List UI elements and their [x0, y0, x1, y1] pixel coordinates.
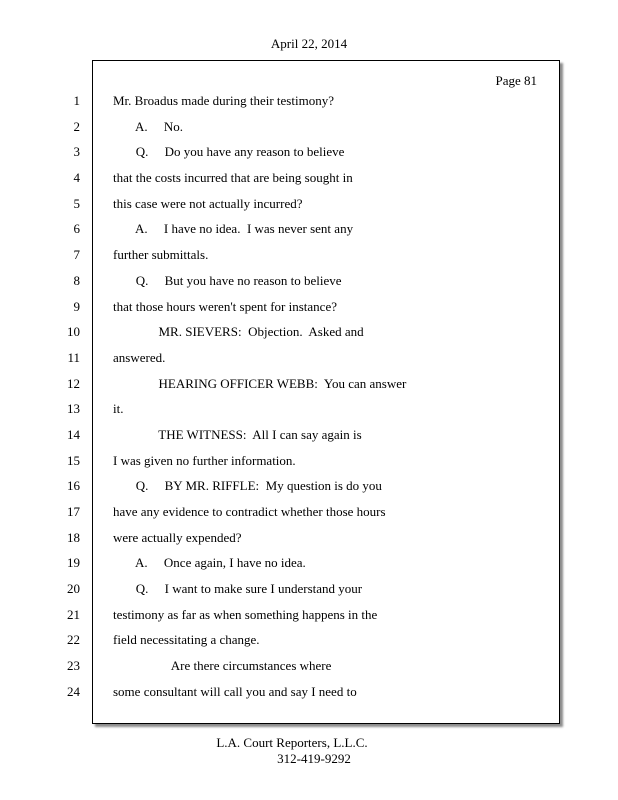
line-number: 15 — [67, 452, 80, 468]
line-number: 13 — [67, 401, 80, 417]
line-number: 3 — [73, 144, 80, 160]
line-number: 6 — [73, 221, 80, 237]
line-number: 4 — [73, 170, 80, 186]
transcript-line: it. — [113, 401, 124, 417]
line-number: 18 — [67, 529, 80, 545]
line-number: 19 — [67, 555, 80, 571]
line-number: 1 — [73, 93, 80, 108]
page-number: Page 81 — [495, 73, 537, 88]
transcript-line: that the costs incurred that are being sought in — [113, 170, 353, 186]
line-number: 10 — [67, 324, 80, 340]
transcript-line: answered. — [113, 349, 166, 365]
footer — [0, 735, 618, 767]
line-number: 8 — [73, 272, 80, 288]
transcript-line: A. I have no idea. I was never sent any — [113, 221, 354, 237]
line-number-column — [0, 88, 84, 705]
line-number: 7 — [73, 247, 80, 263]
transcript-text — [113, 88, 553, 705]
transcript-line: Q. BY MR. RIFFLE: My question is do you — [113, 478, 382, 494]
line-number: 20 — [67, 581, 80, 597]
transcript-line: have any evidence to contradict whether those hours — [113, 504, 386, 519]
line-number: 9 — [73, 298, 80, 314]
line-number: 23 — [67, 658, 80, 674]
line-number: 11 — [67, 349, 80, 365]
transcript-line: field necessitating a change. — [113, 632, 260, 648]
transcript-line: A. No. — [113, 118, 184, 134]
transcript-line: that those hours weren't spent for instance? — [113, 298, 337, 314]
transcript-line: Q. But you have no reason to believe — [113, 272, 342, 288]
line-number: 21 — [67, 606, 80, 622]
footer-phone: 312-419-9292 — [277, 751, 351, 766]
footer-company: L.A. Court Reporters, L.L.C. — [216, 735, 368, 750]
transcript-line: this case were not actually incurred? — [113, 195, 303, 211]
transcript-line: MR. SIEVERS: Objection. Asked and — [113, 324, 364, 340]
line-number: 14 — [67, 426, 80, 442]
line-number: 5 — [73, 195, 80, 211]
transcript-line: were actually expended? — [113, 529, 242, 545]
transcript-line: Mr. Broadus made during their testimony? — [113, 93, 334, 108]
transcript-line: HEARING OFFICER WEBB: You can answer — [113, 375, 407, 391]
header-date: April 22, 2014 — [270, 36, 348, 51]
transcript-line: testimony as far as when something happens in the — [113, 606, 378, 622]
line-number: 12 — [67, 375, 80, 391]
transcript-line: Are there circumstances where — [113, 658, 332, 674]
transcript-line: I was given no further information. — [113, 452, 296, 468]
transcript-line: some consultant will call you and say I need to — [113, 683, 357, 699]
line-number: 16 — [67, 478, 80, 494]
transcript-line: Q. I want to make sure I understand your — [113, 581, 363, 597]
transcript-line: further submittals. — [113, 247, 209, 263]
line-number: 22 — [67, 632, 80, 648]
transcript-line: A. Once again, I have no idea. — [113, 555, 306, 571]
line-number: 24 — [67, 683, 80, 699]
line-number: 17 — [67, 504, 80, 519]
line-number: 2 — [73, 118, 80, 134]
transcript-line: THE WITNESS: All I can say again is — [113, 426, 362, 442]
transcript-line: Q. Do you have any reason to believe — [113, 144, 345, 160]
